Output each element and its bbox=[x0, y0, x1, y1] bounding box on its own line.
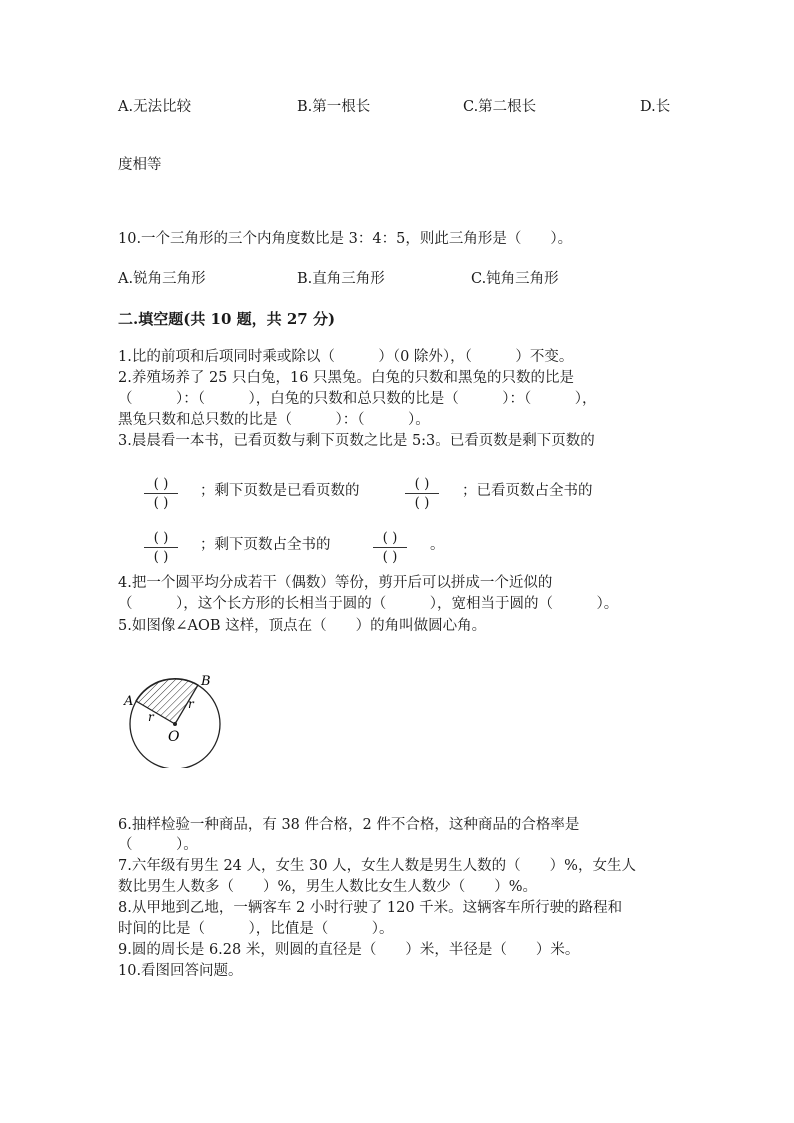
option-c: C.第二根长 bbox=[463, 99, 537, 115]
center-point bbox=[173, 722, 177, 726]
q10-option-a: A.锐角三角形 bbox=[118, 271, 206, 287]
label-r-right: r bbox=[188, 697, 194, 711]
fill-q7-line1: 7.六年级有男生 24 人，女生 30 人，女生人数是男生人数的（ ）%，女生人 bbox=[118, 858, 636, 874]
fill-q9: 9.圆的周长是 6.28 米，则圆的直径是（ ）米，半径是（ ）米。 bbox=[118, 942, 580, 958]
fill-q8-line2: 时间的比是（ ），比值是（ ）。 bbox=[118, 921, 394, 937]
fill-q6-line1: 6.抽样检验一种商品，有 38 件合格，2 件不合格，这种商品的合格率是 bbox=[118, 817, 580, 833]
fill-q2-line3: 黑兔只数和总只数的比是（ ）：（ ）。 bbox=[118, 412, 430, 428]
label-r-left: r bbox=[148, 710, 154, 724]
fill-q8-line1: 8.从甲地到乙地，一辆客车 2 小时行驶了 120 千米。这辆客车所行驶的路程和 bbox=[118, 900, 623, 916]
fill-q2-line1: 2.养殖场养了 25 只白兔，16 只黑兔。白兔的只数和黑兔的只数的比是 bbox=[118, 370, 575, 386]
fill-q3-text3: ；剩下页数占全书的 bbox=[200, 537, 331, 553]
label-o: O bbox=[168, 729, 180, 745]
fill-q1: 1.比的前项和后项同时乘或除以（ ）（0 除外），（ ）不变。 bbox=[118, 349, 574, 365]
option-a: A.无法比较 bbox=[118, 99, 192, 115]
fill-q4-line1: 4.把一个圆平均分成若干（偶数）等份，剪开后可以拼成一个近似的 bbox=[118, 575, 553, 591]
label-b: B bbox=[201, 674, 211, 689]
fraction-blank: ( ) ( ) bbox=[373, 530, 407, 565]
fill-q3-line1: 3.晨晨看一本书，已看页数与剩下页数之比是 5:3。已看页数是剩下页数的 bbox=[118, 433, 595, 449]
fill-q3-text4: 。 bbox=[430, 537, 445, 553]
fill-q4-line2: （ ），这个长方形的长相当于圆的（ ），宽相当于圆的（ ）。 bbox=[118, 596, 619, 612]
fill-q5: 5.如图像∠AOB 这样，顶点在（ ）的角叫做圆心角。 bbox=[118, 618, 487, 634]
fill-q2-line2: （ ）：（ ），白兔的只数和总只数的比是（ ）：（ ）， bbox=[118, 391, 597, 407]
section-title: 二.填空题(共 10 题，共 27 分) bbox=[118, 310, 336, 328]
fill-q10: 10.看图回答问题。 bbox=[118, 963, 243, 979]
fill-q3-text2: ；已看页数占全书的 bbox=[462, 483, 593, 499]
q10-option-b: B.直角三角形 bbox=[297, 271, 385, 287]
option-d: D.长 bbox=[640, 99, 671, 115]
fraction-blank: ( ) ( ) bbox=[144, 476, 178, 511]
label-a: A bbox=[124, 694, 134, 709]
fill-q6-line2: （ ）。 bbox=[118, 837, 198, 853]
q10-option-c: C.钝角三角形 bbox=[471, 271, 559, 287]
fill-q3-text1: ；剩下页数是已看页数的 bbox=[200, 483, 360, 499]
fill-q7-line2: 数比男生人数多（ ）%，男生人数比女生人数少（ ）%。 bbox=[118, 879, 538, 895]
option-d-continued: 度相等 bbox=[118, 157, 162, 173]
fraction-blank: ( ) ( ) bbox=[144, 530, 178, 565]
circle-sector-figure bbox=[116, 668, 228, 768]
option-b: B.第一根长 bbox=[297, 99, 371, 115]
fraction-blank: ( ) ( ) bbox=[405, 476, 439, 511]
question-10-text: 10.一个三角形的三个内角度数比是 3：4：5，则此三角形是（ ）。 bbox=[118, 231, 573, 247]
